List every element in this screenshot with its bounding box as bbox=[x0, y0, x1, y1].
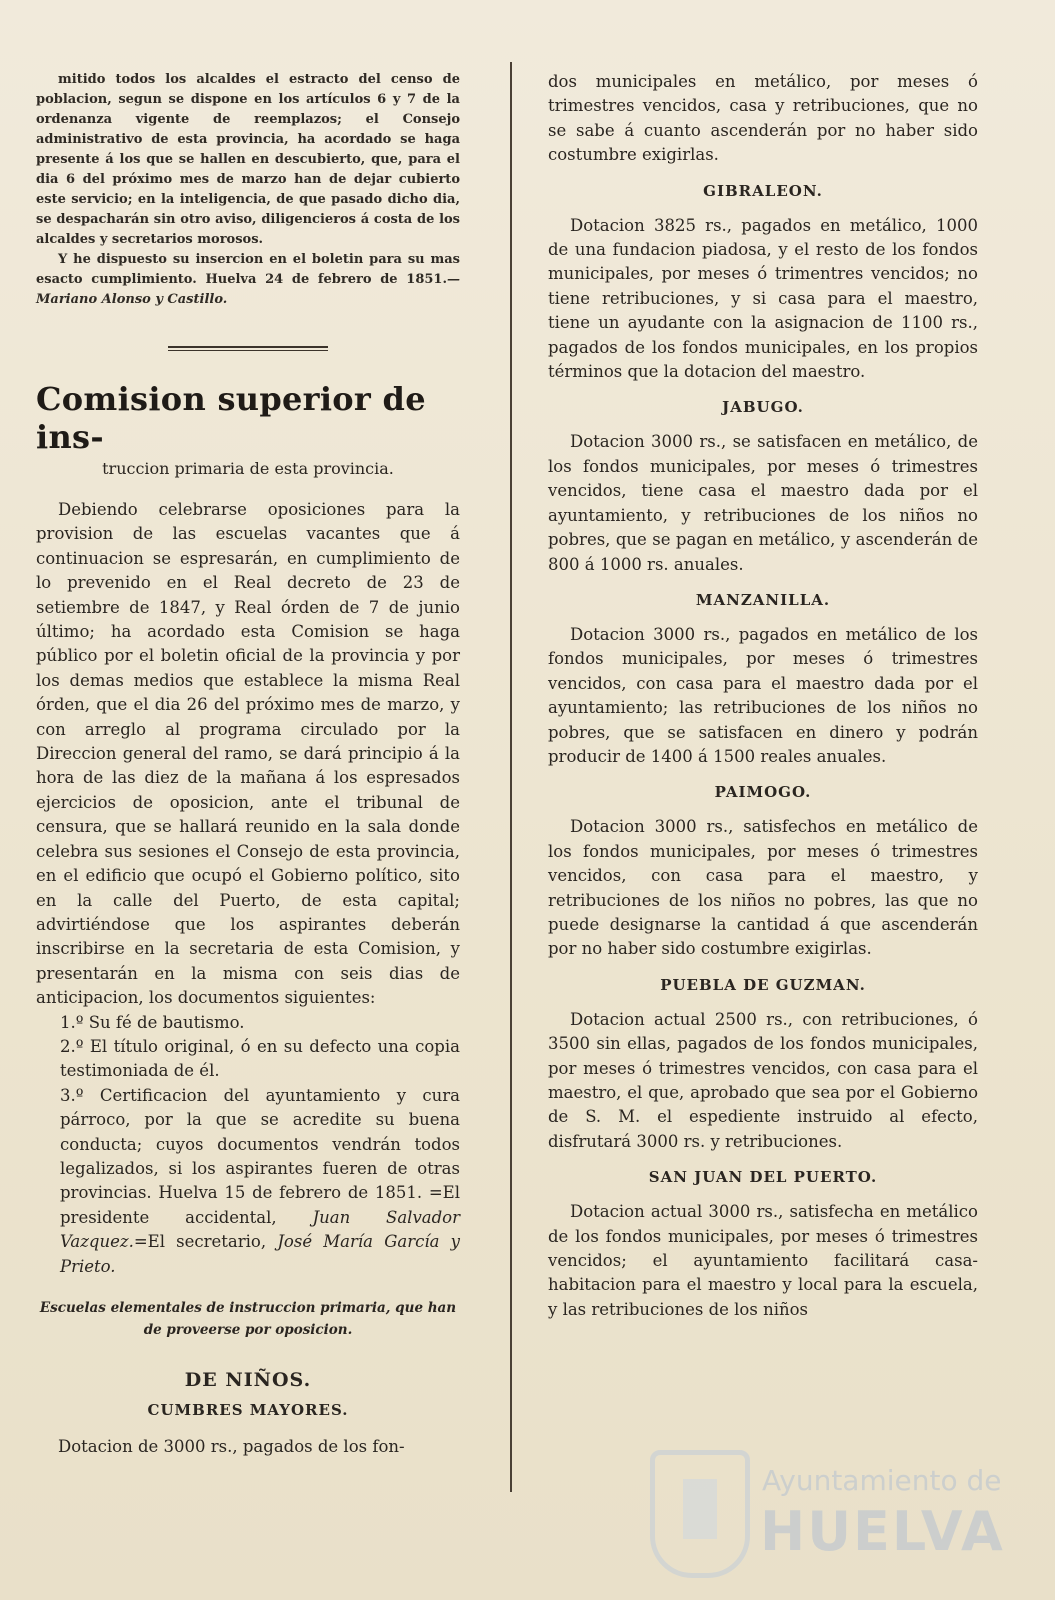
closing-text: Y he dispuesto su insercion en el boletin para su mas esacto cumplimiento. Huelva 24 de febrero de 1851. bbox=[36, 252, 460, 287]
left-column bbox=[36, 70, 460, 1459]
closing-paragraph bbox=[36, 250, 460, 310]
ayuntamiento-watermark bbox=[640, 1440, 1005, 1590]
item-3-mid: =El secretario, bbox=[133, 1232, 278, 1252]
section-divider-ornament bbox=[168, 344, 328, 354]
town-cumbres-mayores: CUMBRES MAYORES. bbox=[147, 1401, 349, 1419]
watermark-line-1: Ayuntamiento de bbox=[762, 1464, 1002, 1497]
town-manzanilla: MANZANILLA. bbox=[695, 590, 831, 609]
president-name: Juan Salvador Vazquez. bbox=[60, 1207, 460, 1252]
manzanilla-paragraph: Dotacion 3000 rs., pagados en metálico de los fondos municipales, por meses ó trimestres vencidos, con casa para el maestro dada por el ayuntamiento; las retribuciones de los niños no pobres, que se satisfacen en dinero y podrán producir de 1400 á 1500 reales anuales. bbox=[548, 624, 978, 766]
town-puebla-de-guzman: PUEBLA DE GUZMAN. bbox=[660, 975, 866, 994]
ninos-title: DE NIÑOS. bbox=[184, 1369, 312, 1391]
column-rule bbox=[510, 62, 512, 1492]
announcement-paragraph: Debiendo celebrarse oposiciones para la provision de las escuelas vacantes que á continuacion se espresarán, en cumplimiento de lo prevenido en el Real decreto de 23 de setiembre de 1847, y Real órden de 7 de junio último; ha acordado esta Comision se haga público por el boletin oficial de la provincia y por los demas medios que establece la misma Real órden, que el dia 26 del próximo mes de marzo, y con arreglo al programa circulado por la Direccion general del ramo, se dará principio á la hora de las diez de la mañana á los espresados ejercicios de oposicion, ante el tribunal de censura, que se hallará reunido en la sala donde celebra sus sesiones el Consejo de esta provincia, en el edificio que ocupó el Gobierno político, sito en la calle del Puerto, de esta capital; advirtiéndose que los aspirantes deberán inscribirse en la secretaria de esta Comision, y presentarán en la misma con seis dias de anticipacion, los documentos siguientes: bbox=[36, 500, 460, 1008]
cumbres-paragraph-cont: dos municipales en metálico, por meses ó trimestres vencidos, casa y retribuciones, que no se sabe á cuanto ascenderán por no haber sido costumbre exigirlas. bbox=[548, 72, 978, 165]
document-item-1: 1.º Su fé de bautismo. bbox=[60, 1012, 245, 1032]
secretary-name: José María García y Prieto. bbox=[60, 1232, 460, 1276]
town-gibraleon: GIBRALEON. bbox=[703, 181, 823, 200]
census-notice-paragraph: mitido todos los alcaldes el estracto del censo de poblacion, segun se dispone en los artículos 6 y 7 de la ordenanza vigente de reemplazos; el Consejo administrativo de esta provincia, ha acordado se haga presente á los que se hallen en descubierto, que, para el dia 6 del próximo mes de marzo han de dejar cubierto este servicio; en la inteligencia, de que pasado dicho dia, se despacharán sin otro aviso, diligencieros á costa de los alcaldes y secretarios morosos. bbox=[36, 72, 460, 247]
city-crest-icon bbox=[650, 1450, 750, 1578]
section-heading: Comision superior de ins- bbox=[36, 380, 426, 456]
signature: —Mariano Alonso y Castillo. bbox=[36, 272, 460, 307]
sanjuan-paragraph: Dotacion actual 3000 rs., satisfecha en metálico de los fondos municipales, por meses ó trimestres vencidos; el ayuntamiento facilitará casa-habitacion para el maestro y local para la escuela, y las retribuciones de los niños bbox=[548, 1202, 978, 1319]
town-san-juan-del-puerto: SAN JUAN DEL PUERTO. bbox=[648, 1168, 878, 1187]
watermark-line-2: HUELVA bbox=[760, 1500, 1005, 1563]
cumbres-paragraph-start: Dotacion de 3000 rs., pagados de los fon- bbox=[58, 1437, 405, 1456]
puebla-paragraph: Dotacion actual 2500 rs., con retribuciones, ó 3500 sin ellas, pagados de los fondos municipales, por meses ó trimestres vencidos, con casa para el maestro, el que, aprobado que sea por el Gobierno de S. M. el espediente instruido al efecto, disfrutará 3000 rs. y retribuciones. bbox=[548, 1009, 978, 1151]
paimogo-paragraph: Dotacion 3000 rs., satisfechos en metálico de los fondos municipales, por meses ó trimestres vencidos, con casa para el maestro, y retribuciones de los niños no pobres, las que no puede designarse la cantidad á que ascenderán por no haber sido costumbre exigirlas. bbox=[548, 817, 978, 959]
document-item-2: 2.º El título original, ó en su defecto una copia testimoniada de él. bbox=[60, 1036, 460, 1081]
right-column bbox=[548, 70, 978, 1322]
town-jabugo: JABUGO. bbox=[722, 398, 804, 417]
jabugo-paragraph: Dotacion 3000 rs., se satisfacen en metálico, de los fondos municipales, por meses ó trimestres vencidos, tiene casa el maestro dada por el ayuntamiento, y retribuciones de los niños no pobres, que se pagan en metálico, y ascenderán de 800 á 1000 rs. anuales. bbox=[548, 432, 978, 574]
town-paimogo: PAIMOGO. bbox=[714, 783, 812, 802]
schools-title: Escuelas elementales de instruccion primaria, que han de proveerse por oposicion. bbox=[39, 1300, 457, 1338]
item-3-text: 3.º Certificacion del ayuntamiento y cura párroco, por la que se acredite su buena conducta; cuyos documentos vendrán todos legalizados, si los aspirantes fueren de otras provincias. Huelva 15 de febrero de 1851. =El presidente accidental, bbox=[60, 1085, 460, 1227]
document-item-3 bbox=[36, 1084, 460, 1279]
section-subheading: truccion primaria de esta provincia. bbox=[102, 459, 394, 478]
gibraleon-paragraph: Dotacion 3825 rs., pagados en metálico, 1000 de una fundacion piadosa, y el resto de los fondos municipales, por meses ó trimentres vencidos; no tiene retribuciones, y si casa para el maestro, tiene un ayudante con la asignacion de 1100 rs., pagados de los fondos municipales, en los propios términos que la dotacion del maestro. bbox=[548, 215, 978, 382]
